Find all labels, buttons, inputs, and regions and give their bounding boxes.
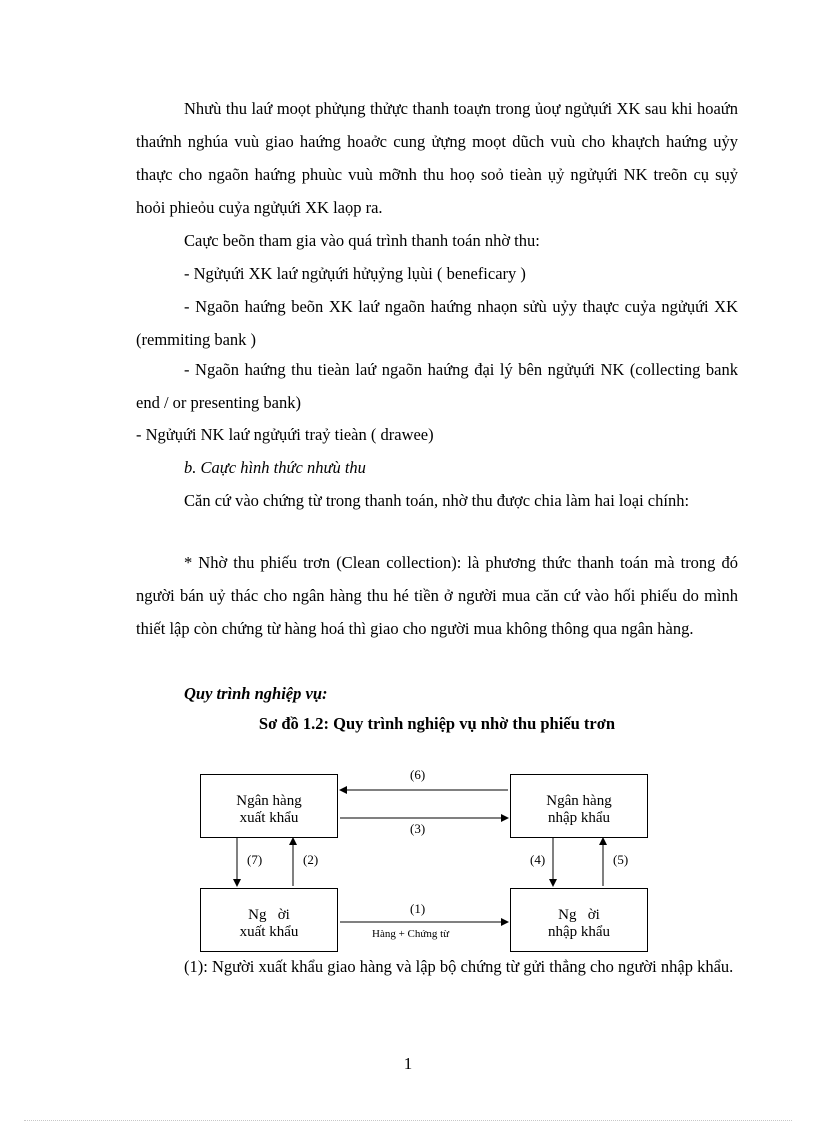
box-import-bank bbox=[510, 774, 648, 838]
paragraph-step-1: (1): Người xuất khẩu giao hàng và lập bộ chứng từ gửi thẳng cho người nhập khẩu. bbox=[184, 957, 734, 976]
footer-divider bbox=[24, 1120, 792, 1121]
process-diagram bbox=[190, 760, 660, 960]
label-step-5: (5) bbox=[613, 852, 629, 867]
label-step-7: (7) bbox=[247, 852, 263, 867]
box-export-bank-line1: Ngân hàng bbox=[236, 793, 302, 809]
paragraph-drawee: - Ngửụứi NK laứ ngửụứi traỷ tieàn ( drawee) bbox=[136, 425, 434, 444]
paragraph-remitting-bank: - Ngaõn haứng beõn XK laứ ngaõn haứng nhaọn sửù uỷy thaực cuỷa ngửụứi XK (remmiting bank ) bbox=[136, 297, 738, 349]
box-exporter-line1: Ng ời bbox=[248, 907, 290, 923]
label-step-4: (4) bbox=[530, 852, 546, 867]
box-export-bank bbox=[200, 774, 338, 838]
section-heading-collection-types: b. Caực hình thức nhưù thu bbox=[184, 458, 366, 477]
paragraph-parties-intro: Caực beõn tham gia vào quá trình thanh toán nhờ thu: bbox=[184, 231, 540, 250]
paragraph-classification: Căn cứ vào chứng từ trong thanh toán, nhờ thu được chia làm hai loại chính: bbox=[184, 491, 690, 510]
label-step-1: (1) bbox=[410, 901, 426, 916]
box-import-bank-line2: nhập khẩu bbox=[547, 810, 611, 826]
label-step-3: (3) bbox=[410, 821, 426, 836]
label-goods-documents: Hàng + Chứng từ bbox=[372, 928, 450, 940]
paragraph-collecting-bank: - Ngaõn haứng thu tieàn laứ ngaõn haứng đại lý bên ngửụứi NK (collecting bank end / or presenting bank) bbox=[136, 360, 738, 412]
diagram-caption: Sơ đồ 1.2: Quy trình nghiệp vụ nhờ thu phiếu trơn bbox=[258, 714, 616, 733]
paragraph-clean-collection: * Nhờ thu phiếu trơn (Clean collection): là phương thức thanh toán mà trong đó người bán uỷ thác cho ngân hàng thu hé tiền ở người mua căn cứ vào hối phiếu do mình thiết lập còn chứng từ hàng hoá thì giao cho người mua không thông qua ngân hàng. bbox=[136, 553, 738, 638]
page-number: 1 bbox=[403, 1054, 413, 1073]
label-step-2: (2) bbox=[303, 852, 319, 867]
paragraph-beneficiary: - Ngửụứi XK laứ ngửụứi hửụỷng lụùi ( beneficary ) bbox=[184, 264, 526, 283]
box-importer bbox=[510, 888, 648, 952]
box-importer-line2: nhập khẩu bbox=[547, 924, 611, 940]
box-import-bank-line1: Ngân hàng bbox=[546, 793, 612, 809]
label-step-6: (6) bbox=[410, 767, 426, 782]
heading-process: Quy trình nghiệp vụ: bbox=[184, 684, 328, 703]
box-importer-line1: Ng ời bbox=[558, 907, 600, 923]
paragraph-definition: Nhưù thu laứ moọt phửụng thửực thanh toaựn trong ủoự ngửụứi XK sau khi hoaứn thaứnh nghúa vuù giao haứng hoaởc cung ửựng moọt dũch vuù cho khaựch haứng uỷy thaực cho ngaõn haứng phuùc vuù mỡnh thu hoọ soỏ tieàn ụỷ ngửụứi NK treõn cụ sụỷ hoỏi phieỏu cuỷa ngửụứi XK laọp ra. bbox=[136, 99, 738, 217]
box-exporter bbox=[200, 888, 338, 952]
box-exporter-line2: xuất khẩu bbox=[239, 924, 299, 940]
box-export-bank-line2: xuất khẩu bbox=[239, 810, 299, 826]
